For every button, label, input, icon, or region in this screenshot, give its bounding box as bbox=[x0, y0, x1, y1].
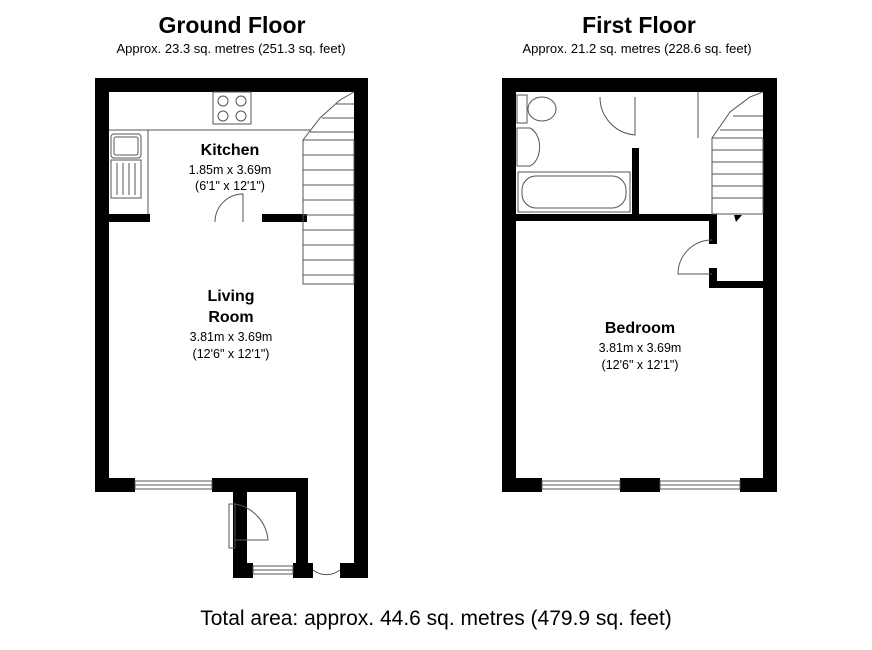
living-room-metric: 3.81m x 3.69m bbox=[189, 330, 273, 344]
first-fixtures bbox=[517, 92, 763, 489]
toilet-icon bbox=[517, 95, 556, 123]
first-floor-plan bbox=[502, 78, 777, 492]
drainer-icon bbox=[111, 160, 141, 198]
first-bottom-wall-3 bbox=[740, 478, 777, 492]
sink-icon bbox=[111, 134, 141, 158]
porch-bottom-left bbox=[233, 563, 253, 578]
bedroom-label: Bedroom bbox=[604, 320, 676, 337]
ground-staircase-icon bbox=[303, 92, 354, 284]
ground-bottom-wall-mid bbox=[212, 478, 298, 492]
bedroom-metric: 3.81m x 3.69m bbox=[598, 341, 682, 355]
first-floor-title: First Floor bbox=[582, 12, 696, 38]
kitchen-door-icon bbox=[215, 194, 243, 222]
total-area: Total area: approx. 44.6 sq. metres (479.9 sq. feet) bbox=[200, 607, 672, 630]
ground-floor-area: Approx. 23.3 sq. metres (251.3 sq. feet) bbox=[116, 41, 346, 56]
kitchen-wall-right bbox=[262, 214, 307, 222]
kitchen-metric: 1.85m x 3.69m bbox=[188, 163, 272, 177]
kitchen-label: Kitchen bbox=[200, 142, 260, 159]
cupboard-door-icon bbox=[313, 570, 340, 575]
living-room-imperial: (12'6" x 12'1") bbox=[192, 347, 270, 361]
first-staircase-icon bbox=[698, 92, 763, 214]
basin-icon bbox=[517, 128, 540, 166]
landing-wall bbox=[709, 214, 717, 244]
ground-floor-title: Ground Floor bbox=[158, 12, 306, 38]
kitchen-wall-left bbox=[95, 214, 150, 222]
porch-divider-wall bbox=[296, 478, 308, 578]
cupboard-bottom-wall bbox=[340, 563, 368, 578]
cupboard-bottom-wall-ff bbox=[709, 281, 769, 288]
bedroom-imperial: (12'6" x 12'1") bbox=[601, 358, 679, 372]
first-bottom-wall-1 bbox=[502, 478, 542, 492]
bathroom-door-icon bbox=[600, 97, 635, 135]
bath-icon bbox=[518, 172, 630, 212]
bedroom-door-icon bbox=[678, 240, 712, 274]
bathroom-right-wall bbox=[632, 148, 639, 218]
first-top-wall bbox=[502, 78, 777, 92]
kitchen-imperial: (6'1" x 12'1") bbox=[195, 179, 265, 193]
ground-top-wall bbox=[95, 78, 368, 92]
first-bottom-wall-2 bbox=[620, 478, 660, 492]
ground-bottom-wall-left bbox=[95, 478, 135, 492]
ground-right-wall bbox=[354, 78, 368, 578]
bathroom-bottom-wall bbox=[502, 214, 712, 221]
living-room-label-line2: Room bbox=[208, 309, 254, 326]
living-room-label-line1: Living bbox=[207, 288, 255, 305]
ground-left-wall bbox=[95, 78, 109, 492]
first-left-wall bbox=[502, 78, 516, 492]
porch-left-jamb bbox=[233, 478, 243, 504]
first-floor-area: Approx. 21.2 sq. metres (228.6 sq. feet) bbox=[522, 41, 752, 56]
